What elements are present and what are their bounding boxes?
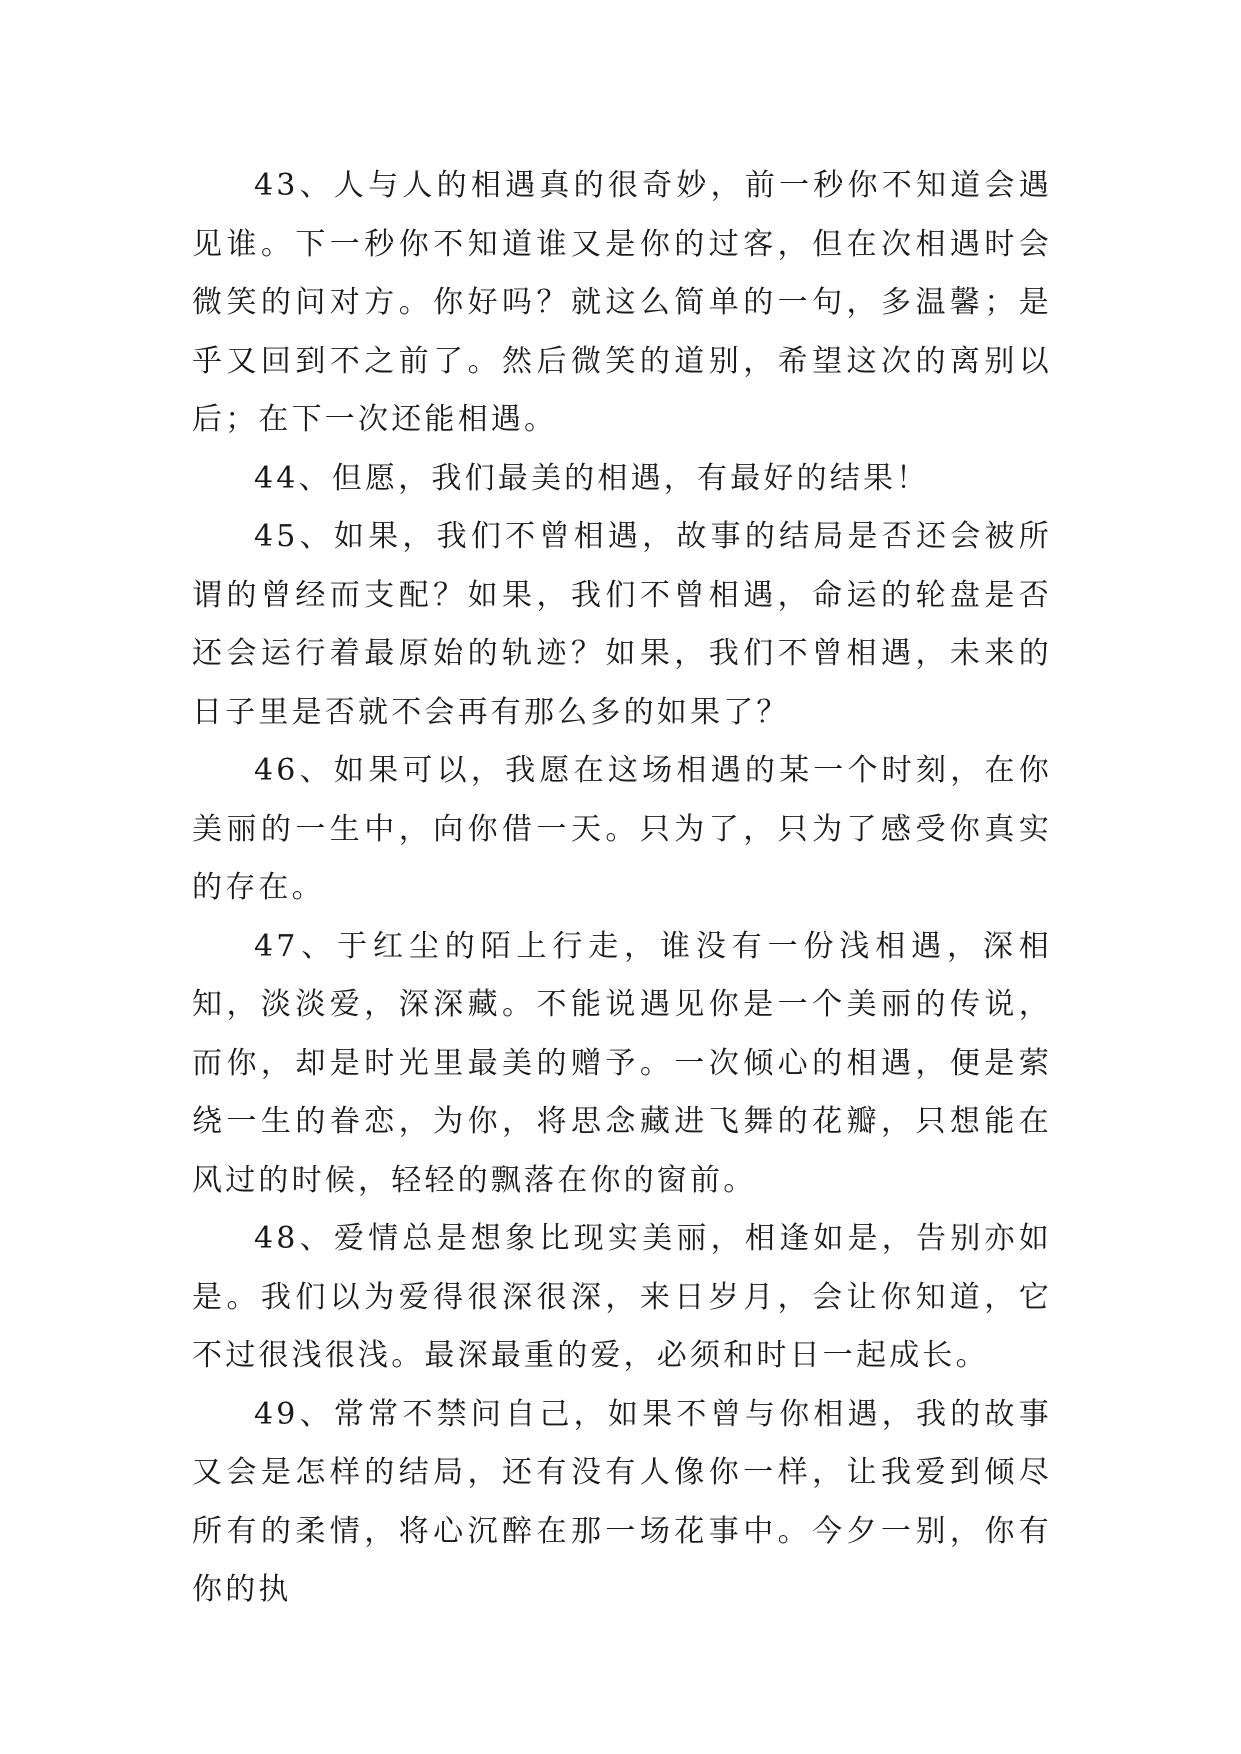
paragraph-49: 49、常常不禁问自己，如果不曾与你相遇，我的故事又会是怎样的结局，还有没有人像你一样，让我爱到倾尽所有的柔情，将心沉醉在那一场花事中。今夕一别，你有你的执: [192, 1396, 1052, 1607]
paragraph-47: 47、于红尘的陌上行走，谁没有一份浅相遇，深相知，淡淡爱，深深藏。不能说遇见你是一个美丽的传说，而你，却是时光里最美的赠予。一次倾心的相遇，便是萦绕一生的眷恋，为你，将思念藏进飞舞的花瓣，只想能在风过的时候，轻轻的飘落在你的窗前。: [192, 928, 1052, 1198]
paragraph-45: 45、如果，我们不曾相遇，故事的结局是否还会被所谓的曾经而支配？如果，我们不曾相遇，命运的轮盘是否还会运行着最原始的轨迹？如果，我们不曾相遇，未来的日子里是否就不会再有那么多的如果了？: [192, 519, 1052, 730]
document-body: [192, 157, 1052, 1620]
paragraph-46: 46、如果可以，我愿在这场相遇的某一个时刻，在你美丽的一生中，向你借一天。只为了，只为了感受你真实的存在。: [192, 753, 1052, 905]
paragraph-43: 43、人与人的相遇真的很奇妙，前一秒你不知道会遇见谁。下一秒你不知道谁又是你的过客，但在次相遇时会微笑的问对方。你好吗？就这么简单的一句，多温馨；是乎又回到不之前了。然后微笑的道别，希望这次的离别以后；在下一次还能相遇。: [192, 168, 1052, 437]
paragraph-48: 48、爱情总是想象比现实美丽，相逢如是，告别亦如是。我们以为爱得很深很深，来日岁月，会让你知道，它不过很浅很浅。最深最重的爱，必须和时日一起成长。: [192, 1221, 1052, 1373]
paragraph-44: 44、但愿，我们最美的相遇，有最好的结果！: [254, 460, 930, 496]
